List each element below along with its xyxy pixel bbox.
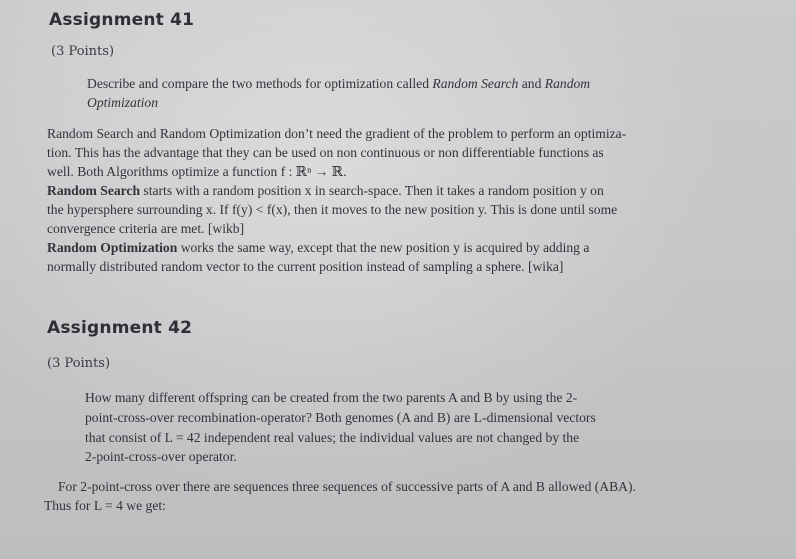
assignment-41-answer-line-3: well. Both Algorithms optimize a function f : ℝⁿ → ℝ. xyxy=(47,164,347,179)
assignment-41-title: Assignment 41 xyxy=(49,10,195,30)
assignment-42-question-line-4: 2-point-cross-over operator. xyxy=(85,449,237,464)
assignment-41-answer-line-5: the hypersphere surrounding x. If f(y) < f(x), then it moves to the new position y. This is done until some xyxy=(47,202,618,217)
assignment-41-question-line-2: Optimization xyxy=(87,95,158,110)
answer-41-line-4-rest: starts with a random position x in search-space. Then it takes a random position y on xyxy=(140,183,604,198)
assignment-42-title: Assignment 42 xyxy=(47,318,193,338)
assignment-41-question-line-1 xyxy=(87,75,590,92)
assignment-41-answer-line-8: normally distributed random vector to the current position instead of sampling a sphere. [wika] xyxy=(47,259,564,274)
term-random-search: Random Search xyxy=(47,183,141,198)
q41-em-random-search: Random Search xyxy=(432,76,519,91)
assignment-41-answer-line-1: Random Search and Random Optimization don’t need the gradient of the problem to perform an optimiza- xyxy=(47,126,627,141)
assignment-41-answer-line-7 xyxy=(47,239,589,256)
q41-text-1: Describe and compare the two methods for optimization called xyxy=(87,76,433,91)
assignment-42-question-line-2: point-cross-over recombination-operator? Both genomes (A and B) are L-dimensional vectors xyxy=(85,410,596,425)
assignment-41-points: (3 Points) xyxy=(51,44,115,59)
q41-text-and: and xyxy=(518,76,545,91)
assignment-41-answer-line-4 xyxy=(47,182,604,199)
assignment-42-question-line-3: that consist of L = 42 independent real values; the individual values are not changed by the xyxy=(85,430,580,445)
assignment-42-points: (3 Points) xyxy=(47,356,111,371)
q41-em-random: Random xyxy=(544,76,591,91)
term-random-optimization: Random Optimization xyxy=(47,240,178,255)
assignment-42-answer-line-2: Thus for L = 4 we get: xyxy=(44,498,166,513)
assignment-41-answer-line-6: convergence criteria are met. [wikb] xyxy=(47,221,245,236)
assignment-41-answer-line-2: tion. This has the advantage that they can be used on non continuous or non differentiable functions as xyxy=(47,145,604,160)
assignment-42-answer-line-1: For 2-point-cross over there are sequences three sequences of successive parts of A and B allowed (ABA). xyxy=(58,479,636,494)
assignment-42-question-line-1: How many different offspring can be created from the two parents A and B by using the 2- xyxy=(85,390,578,405)
answer-41-line-7-rest: works the same way, except that the new position y is acquired by adding a xyxy=(177,240,590,255)
